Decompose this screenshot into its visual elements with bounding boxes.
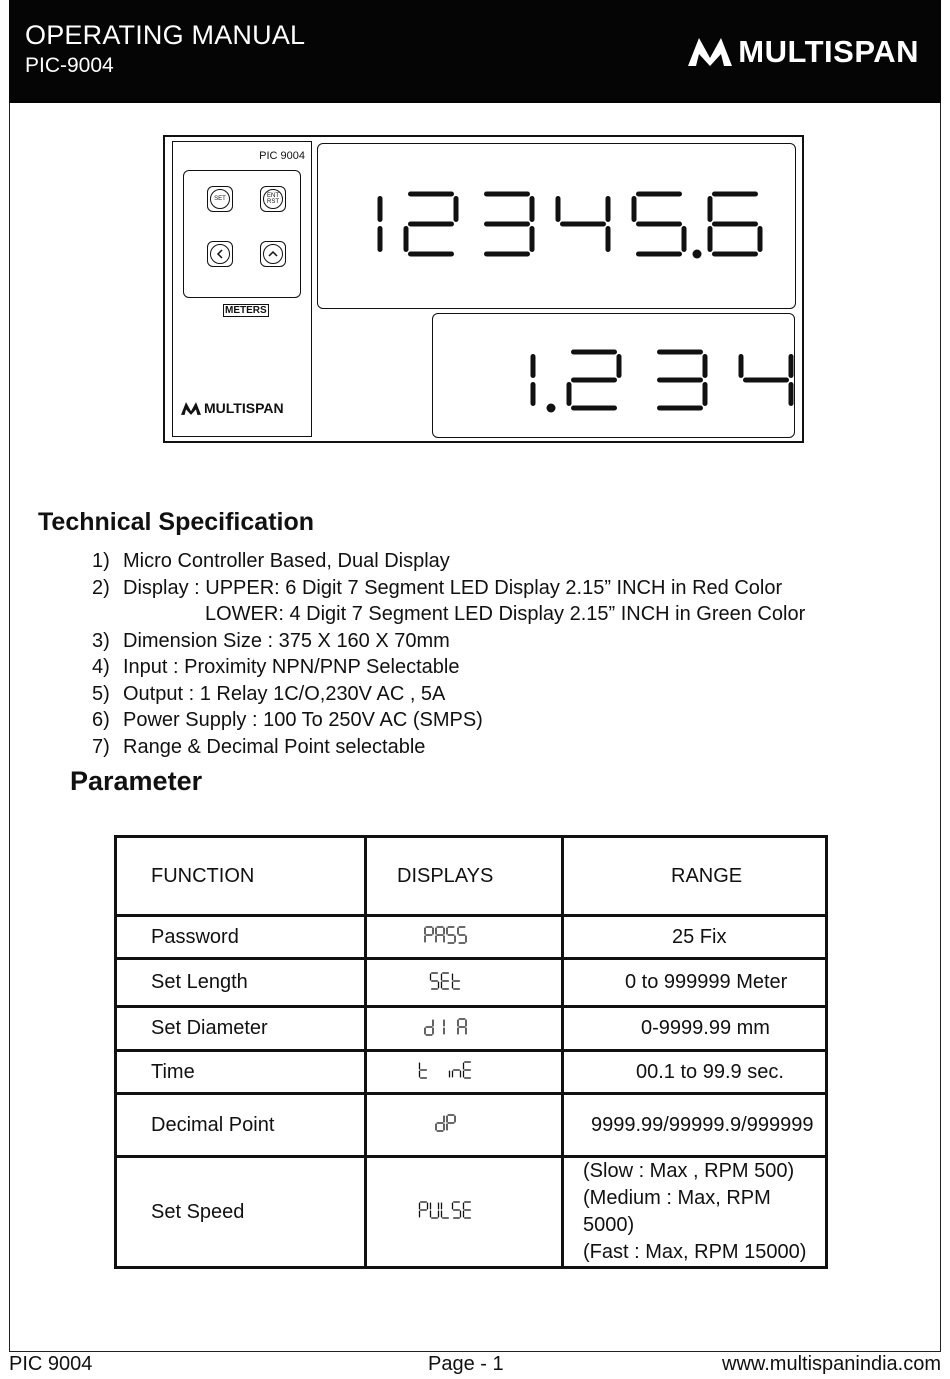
rst-key-label: RST <box>267 199 279 205</box>
header-function: FUNCTION <box>116 837 366 916</box>
range-line: (Slow : Max , RPM 500) <box>583 1160 795 1182</box>
display-cell <box>366 1094 563 1157</box>
spec-item: 2) Display : UPPER: 6 Digit 7 Segment LED Display 2.15” INCH in Red Color <box>92 576 783 599</box>
function-cell: Set Speed <box>116 1157 366 1268</box>
panel-brand-name: MULTISPAN <box>204 400 284 416</box>
footer-model: PIC 9004 <box>9 1353 93 1375</box>
device-front-panel <box>163 135 804 443</box>
footer-page: Page - 1 <box>428 1353 504 1375</box>
manual-title: OPERATING MANUAL <box>25 20 306 50</box>
table-row <box>116 1157 827 1268</box>
spec-item: 1) Micro Controller Based, Dual Display <box>92 550 450 572</box>
ent-rst-key <box>260 186 286 212</box>
chevron-left-icon <box>210 244 230 264</box>
footer-website[interactable]: www.multispanindia.com <box>722 1353 941 1375</box>
header-displays: DISPLAYS <box>366 837 563 916</box>
spec-item: 6) Power Supply : 100 To 250V AC (SMPS) <box>92 709 483 731</box>
model-number: PIC-9004 <box>25 54 114 77</box>
spec-item-continuation: LOWER: 4 Digit 7 Segment LED Display 2.15” INCH in Green Color <box>205 603 806 625</box>
device-model-label: PIC 9004 <box>259 150 305 162</box>
decimal-point <box>547 404 556 413</box>
display-cell <box>366 1157 563 1268</box>
brand-name: MULTISPAN <box>738 34 919 69</box>
control-panel <box>172 141 312 437</box>
lower-display <box>432 313 795 438</box>
table-row <box>116 1007 827 1051</box>
range-cell: 25 Fix <box>563 916 827 959</box>
range-line: (Medium : Max, RPM 5000) <box>583 1187 771 1236</box>
table-row <box>116 959 827 1007</box>
header-range: RANGE <box>563 837 827 916</box>
spec-list <box>92 548 805 760</box>
spec-item: 3) Dimension Size : 375 X 160 X 70mm <box>92 629 450 652</box>
parameter-table <box>114 835 828 1269</box>
range-cell: 00.1 to 99.9 sec. <box>563 1051 827 1094</box>
spec-item: 5) Output : 1 Relay 1C/O,230V AC , 5A <box>92 682 446 705</box>
left-key <box>207 241 233 267</box>
up-key <box>260 241 286 267</box>
function-cell: Time <box>116 1051 366 1094</box>
display-cell <box>366 1007 563 1051</box>
range-cell <box>563 1157 827 1268</box>
lower-display-digits <box>433 314 796 439</box>
range-line: (Fast : Max, RPM 15000) <box>583 1241 807 1263</box>
chevron-up-icon <box>263 244 283 264</box>
table-row <box>116 1094 827 1157</box>
multispan-mark-icon <box>181 402 201 415</box>
decimal-point <box>693 250 702 259</box>
spec-item: 7) Range & Decimal Point selectable <box>92 735 426 758</box>
set-key-label: SET <box>214 196 226 202</box>
function-cell: Set Diameter <box>116 1007 366 1051</box>
function-cell: Set Length <box>116 959 366 1007</box>
function-cell: Password <box>116 916 366 959</box>
table-row <box>116 916 827 959</box>
display-cell <box>366 916 563 959</box>
upper-display-digits <box>318 144 797 310</box>
table-header-row <box>116 837 827 916</box>
spec-heading: Technical Specification <box>38 508 315 536</box>
ent-key-label: ENT <box>267 193 279 199</box>
display-cell <box>366 1051 563 1094</box>
range-cell: 0 to 999999 Meter <box>563 959 827 1007</box>
multispan-mark-icon <box>688 38 732 66</box>
spec-item: 4) Input : Proximity NPN/PNP Selectable <box>92 656 460 678</box>
parameter-heading: Parameter <box>70 766 203 796</box>
range-cell: 0-9999.99 mm <box>563 1007 827 1051</box>
set-key <box>207 186 233 212</box>
meters-label: METERS <box>225 305 267 316</box>
header-bar <box>9 0 941 103</box>
range-cell: 9999.99/99999.9/999999 <box>563 1094 827 1157</box>
function-cell: Decimal Point <box>116 1094 366 1157</box>
keypad <box>183 170 301 298</box>
upper-display <box>317 143 796 309</box>
panel-brand-logo <box>181 400 284 416</box>
display-cell <box>366 959 563 1007</box>
brand-logo <box>688 34 919 70</box>
table-row <box>116 1051 827 1094</box>
